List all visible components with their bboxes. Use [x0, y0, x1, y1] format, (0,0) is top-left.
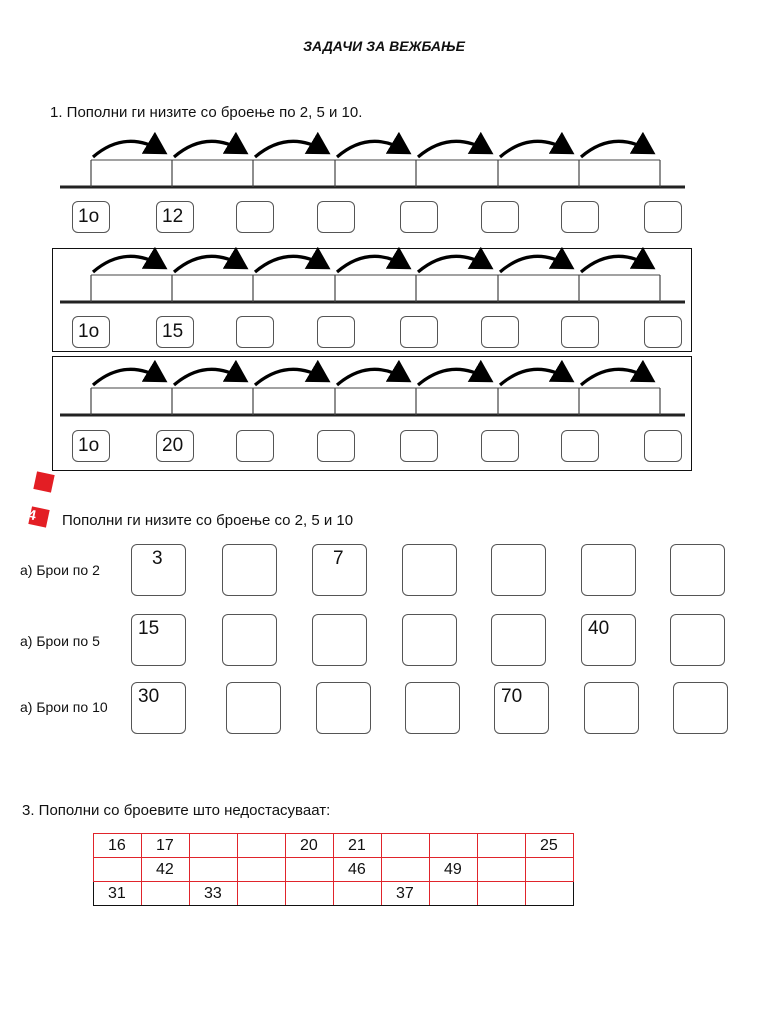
jump-arrow-icon [581, 256, 650, 272]
number-answer-box[interactable] [317, 201, 355, 233]
table-cell-answer[interactable] [190, 834, 238, 858]
count-answer-box[interactable] [584, 682, 639, 734]
count-answer-box[interactable] [316, 682, 371, 734]
jump-arrow-icon [174, 141, 243, 157]
count-answer-box[interactable] [312, 614, 367, 666]
number-answer-box[interactable] [481, 201, 519, 233]
table-cell-answer[interactable] [238, 882, 286, 906]
count-answer-box[interactable] [673, 682, 728, 734]
jump-arrow-icon [418, 141, 488, 157]
jump-arrow-icon [500, 369, 569, 385]
table-cell-given: 46 [334, 858, 382, 882]
table-cell-answer[interactable] [526, 882, 574, 906]
number-box-filled: 12 [156, 201, 194, 233]
table-cell-given: 25 [526, 834, 574, 858]
count-box-filled: 3 [131, 544, 186, 596]
number-answer-box[interactable] [561, 430, 599, 462]
count-answer-box[interactable] [491, 614, 546, 666]
count-box-filled: 30 [131, 682, 186, 734]
number-answer-box[interactable] [644, 316, 682, 348]
table-cell-answer[interactable] [142, 882, 190, 906]
count-answer-box[interactable] [222, 544, 277, 596]
table-cell-answer[interactable] [478, 834, 526, 858]
red-mark-icon [33, 471, 54, 492]
red-marker-badge [28, 506, 49, 527]
number-answer-box[interactable] [236, 201, 274, 233]
count-box-filled: 40 [581, 614, 636, 666]
jump-arrow-icon [255, 141, 325, 157]
jump-arrow-icon [581, 141, 650, 157]
table-cell-answer[interactable] [286, 882, 334, 906]
jump-arrow-icon [418, 256, 488, 272]
table-cell-answer[interactable] [238, 834, 286, 858]
count-answer-box[interactable] [491, 544, 546, 596]
task3-instruction: 3. Пополни со броевите што недостасуваат: [22, 802, 331, 819]
table-cell-given: 31 [94, 882, 142, 906]
table-cell-given: 49 [430, 858, 478, 882]
jump-arrow-icon [93, 369, 162, 385]
table-cell-answer[interactable] [190, 858, 238, 882]
jump-arrow-icon [500, 141, 569, 157]
table-cell-answer[interactable] [286, 858, 334, 882]
task2-number: 4 [26, 505, 38, 524]
table-cell-answer[interactable] [238, 858, 286, 882]
jump-arrow-icon [93, 141, 162, 157]
table-cell-answer[interactable] [430, 834, 478, 858]
number-answer-box[interactable] [561, 316, 599, 348]
number-answer-box[interactable] [561, 201, 599, 233]
table-row [94, 882, 574, 906]
task1-instruction: 1. Пополни ги низите со броење по 2, 5 и 10. [50, 104, 363, 121]
jump-arrow-icon [337, 141, 406, 157]
count-answer-box[interactable] [405, 682, 460, 734]
jump-arrow-icon [337, 369, 406, 385]
number-answer-box[interactable] [481, 316, 519, 348]
count-answer-box[interactable] [226, 682, 281, 734]
page-title: ЗАДАЧИ ЗА ВЕЖБАЊЕ [303, 38, 465, 54]
number-answer-box[interactable] [644, 201, 682, 233]
table-cell-given: 16 [94, 834, 142, 858]
table-cell-answer[interactable] [478, 858, 526, 882]
count-row-label: а) Брои по 2 [20, 562, 100, 578]
number-box-filled: 20 [156, 430, 194, 462]
table-cell-given: 42 [142, 858, 190, 882]
count-box-filled: 7 [312, 544, 367, 596]
jump-arrow-icon [255, 369, 325, 385]
count-box-filled: 70 [494, 682, 549, 734]
number-answer-box[interactable] [644, 430, 682, 462]
number-box-filled: 1o [72, 430, 110, 462]
number-box-filled: 15 [156, 316, 194, 348]
number-answer-box[interactable] [236, 316, 274, 348]
table-row [94, 834, 574, 858]
jump-arrow-icon [581, 369, 650, 385]
jump-arrow-icon [174, 256, 243, 272]
table-cell-given: 17 [142, 834, 190, 858]
table-cell-given: 37 [382, 882, 430, 906]
task2-instruction: Пополни ги низите со броење со 2, 5 и 10 [62, 512, 354, 529]
missing-numbers-table [93, 833, 574, 906]
table-cell-answer[interactable] [430, 882, 478, 906]
count-answer-box[interactable] [670, 544, 725, 596]
jump-arrow-icon [500, 256, 569, 272]
table-cell-answer[interactable] [382, 858, 430, 882]
number-box-filled: 1o [72, 201, 110, 233]
table-cell-given: 20 [286, 834, 334, 858]
jump-arrow-icon [418, 369, 488, 385]
number-answer-box[interactable] [317, 430, 355, 462]
table-row [94, 858, 574, 882]
jump-arrow-icon [255, 256, 325, 272]
number-answer-box[interactable] [236, 430, 274, 462]
number-answer-box[interactable] [400, 316, 438, 348]
table-cell-answer[interactable] [334, 882, 382, 906]
count-answer-box[interactable] [581, 544, 636, 596]
count-box-filled: 15 [131, 614, 186, 666]
number-box-filled: 1o [72, 316, 110, 348]
count-answer-box[interactable] [222, 614, 277, 666]
table-cell-answer[interactable] [382, 834, 430, 858]
count-answer-box[interactable] [402, 614, 457, 666]
jump-arrow-icon [93, 256, 162, 272]
count-row-label: а) Брои по 5 [20, 633, 100, 649]
table-cell-given: 33 [190, 882, 238, 906]
table-cell-answer[interactable] [94, 858, 142, 882]
count-row-label: а) Брои по 10 [20, 699, 108, 715]
table-cell-answer[interactable] [526, 858, 574, 882]
number-answer-box[interactable] [400, 201, 438, 233]
number-answer-box[interactable] [317, 316, 355, 348]
table-cell-answer[interactable] [478, 882, 526, 906]
count-answer-box[interactable] [670, 614, 725, 666]
count-answer-box[interactable] [402, 544, 457, 596]
table-cell-given: 21 [334, 834, 382, 858]
jump-arrow-icon [174, 369, 243, 385]
number-answer-box[interactable] [400, 430, 438, 462]
jump-arrow-icon [337, 256, 406, 272]
number-answer-box[interactable] [481, 430, 519, 462]
